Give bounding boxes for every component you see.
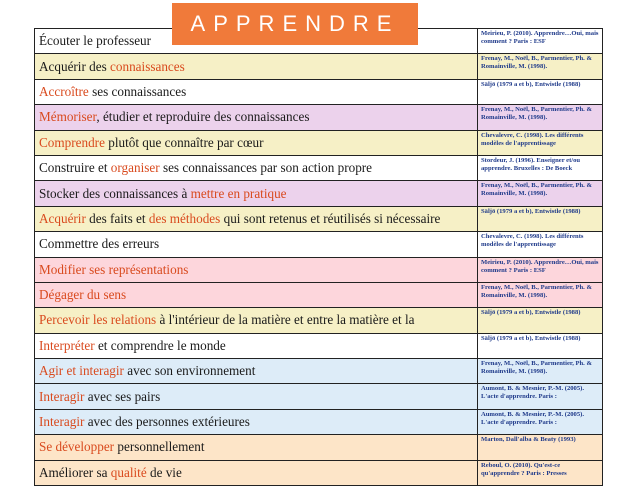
reference-cell: Marton, Dall'alba & Beaty (1993) <box>478 435 603 460</box>
learning-concept-cell <box>35 460 478 485</box>
concept-text: qui sont retenus et réutilisés si nécessaire <box>220 210 441 226</box>
concept-text: Commettre des erreurs <box>39 236 160 252</box>
reference-cell: Säljö (1979 a et b), Entwistle (1988) <box>478 308 603 333</box>
learning-concept-cell <box>35 308 478 333</box>
table-row <box>35 79 603 104</box>
learning-concept-cell <box>35 206 478 231</box>
concept-text: Acquérir des <box>39 58 111 74</box>
learning-table <box>34 28 603 486</box>
learning-concept-cell <box>35 384 478 409</box>
concept-text: avec ses pairs <box>84 388 161 404</box>
learning-concept-cell <box>35 155 478 180</box>
concept-text: de vie <box>146 464 182 480</box>
concept-text: plutôt que connaître par cœur <box>104 134 264 150</box>
concept-text: , étudier et reproduire des connaissances <box>96 109 310 125</box>
reference-cell: Meirieu, P. (2010). Apprendre…Oui, mais comment ? Paris : ESF <box>478 257 603 282</box>
learning-concept-cell <box>35 130 478 155</box>
highlighted-term: Comprendre <box>39 134 105 150</box>
highlighted-term: qualité <box>110 464 147 480</box>
learning-concept-cell <box>35 54 478 79</box>
concept-text: Écouter le professeur <box>39 33 152 49</box>
highlighted-term: Interpréter <box>39 337 95 353</box>
learning-concept-cell <box>35 181 478 206</box>
reference-cell: Chevalevre, C. (1998). Les différents modèles de l'apprentissage <box>478 130 603 155</box>
learning-concept-cell <box>35 435 478 460</box>
table-row <box>35 130 603 155</box>
reference-cell: Säljö (1979 a et b), Entwistle (1988) <box>478 206 603 231</box>
concept-text: avec des personnes extérieures <box>84 414 250 430</box>
concept-text: Construire et <box>39 160 111 176</box>
page-title: APPRENDRE <box>190 11 400 36</box>
highlighted-term: Acquérir <box>39 210 86 226</box>
learning-concept-cell <box>35 333 478 358</box>
learning-concept-cell <box>35 282 478 307</box>
concept-text: Stocker des connaissances à <box>39 185 191 201</box>
table-row <box>35 359 603 384</box>
table-row <box>35 282 603 307</box>
reference-cell: Frenay, M., Noël, B., Parmentier, Ph. & Romainville, M. (1998). <box>478 105 603 130</box>
reference-cell: Stordeur, J. (1996). Enseigner et/ou apprendre. Bruxelles : De Boeck <box>478 155 603 180</box>
concept-text: avec son environnement <box>123 363 256 379</box>
table-row <box>35 333 603 358</box>
learning-table-container <box>34 28 603 486</box>
table-row <box>35 409 603 434</box>
highlighted-term: connaissances <box>110 58 185 74</box>
highlighted-term: Interagir <box>39 388 85 404</box>
highlighted-term: Se développer <box>39 439 115 455</box>
table-row <box>35 155 603 180</box>
learning-concept-cell <box>35 105 478 130</box>
reference-cell: Frenay, M., Noël, B., Parmentier, Ph. & Romainville, M. (1998). <box>478 181 603 206</box>
table-row <box>35 435 603 460</box>
reference-cell: Säljö (1979 a et b), Entwistle (1988) <box>478 79 603 104</box>
table-row <box>35 206 603 231</box>
reference-cell: Aumont, B. & Mesnier, P.-M. (2005). L'acte d'apprendre. Paris : <box>478 409 603 434</box>
table-row <box>35 105 603 130</box>
concept-text: personnellement <box>114 439 205 455</box>
concept-text: des faits et <box>85 210 149 226</box>
concept-text: et comprendre le monde <box>94 337 226 353</box>
learning-concept-cell <box>35 409 478 434</box>
reference-cell: Reboul, O. (2010). Qu'est-ce qu'apprendre ? Paris : Presses <box>478 460 603 485</box>
learning-concept-cell <box>35 257 478 282</box>
table-row <box>35 308 603 333</box>
highlighted-term: Percevoir les relations <box>39 312 157 328</box>
table-row <box>35 54 603 79</box>
title-banner <box>172 3 418 45</box>
highlighted-term: Modifier ses représentations <box>39 261 189 277</box>
table-row <box>35 232 603 257</box>
highlighted-term: Interagir <box>39 414 85 430</box>
table-row <box>35 181 603 206</box>
concept-text: ses connaissances par son action propre <box>159 160 373 176</box>
highlighted-term: des méthodes <box>148 210 221 226</box>
reference-cell: Säljö (1979 a et b), Entwistle (1988) <box>478 333 603 358</box>
concept-text: à l'intérieur de la matière et entre la matière et la <box>156 312 415 328</box>
highlighted-term: Accroître <box>39 83 89 99</box>
learning-concept-cell <box>35 79 478 104</box>
learning-table-body <box>35 29 603 486</box>
highlighted-term: Dégager du sens <box>39 287 127 303</box>
highlighted-term: Agir et interagir <box>39 363 124 379</box>
table-row <box>35 257 603 282</box>
highlighted-term: Mémoriser <box>39 109 97 125</box>
highlighted-term: organiser <box>110 160 160 176</box>
table-row <box>35 460 603 485</box>
learning-concept-cell <box>35 359 478 384</box>
reference-cell: Frenay, M., Noël, B., Parmentier, Ph. & Romainville, M. (1998). <box>478 359 603 384</box>
learning-concept-cell <box>35 232 478 257</box>
highlighted-term: mettre en pratique <box>190 185 287 201</box>
concept-text: Améliorer sa <box>39 464 111 480</box>
concept-text: ses connaissances <box>88 83 187 99</box>
reference-cell: Frenay, M., Noël, B., Parmentier, Ph. & Romainville, M. (1998). <box>478 282 603 307</box>
reference-cell: Chevalevre, C. (1998). Les différents modèles de l'apprentissage <box>478 232 603 257</box>
reference-cell: Meirieu, P. (2010). Apprendre…Oui, mais comment ? Paris : ESF <box>478 29 603 54</box>
reference-cell: Aumont, B. & Mesnier, P.-M. (2005). L'acte d'apprendre. Paris : <box>478 384 603 409</box>
reference-cell: Frenay, M., Noël, B., Parmentier, Ph. & Romainville, M. (1998). <box>478 54 603 79</box>
table-row <box>35 384 603 409</box>
